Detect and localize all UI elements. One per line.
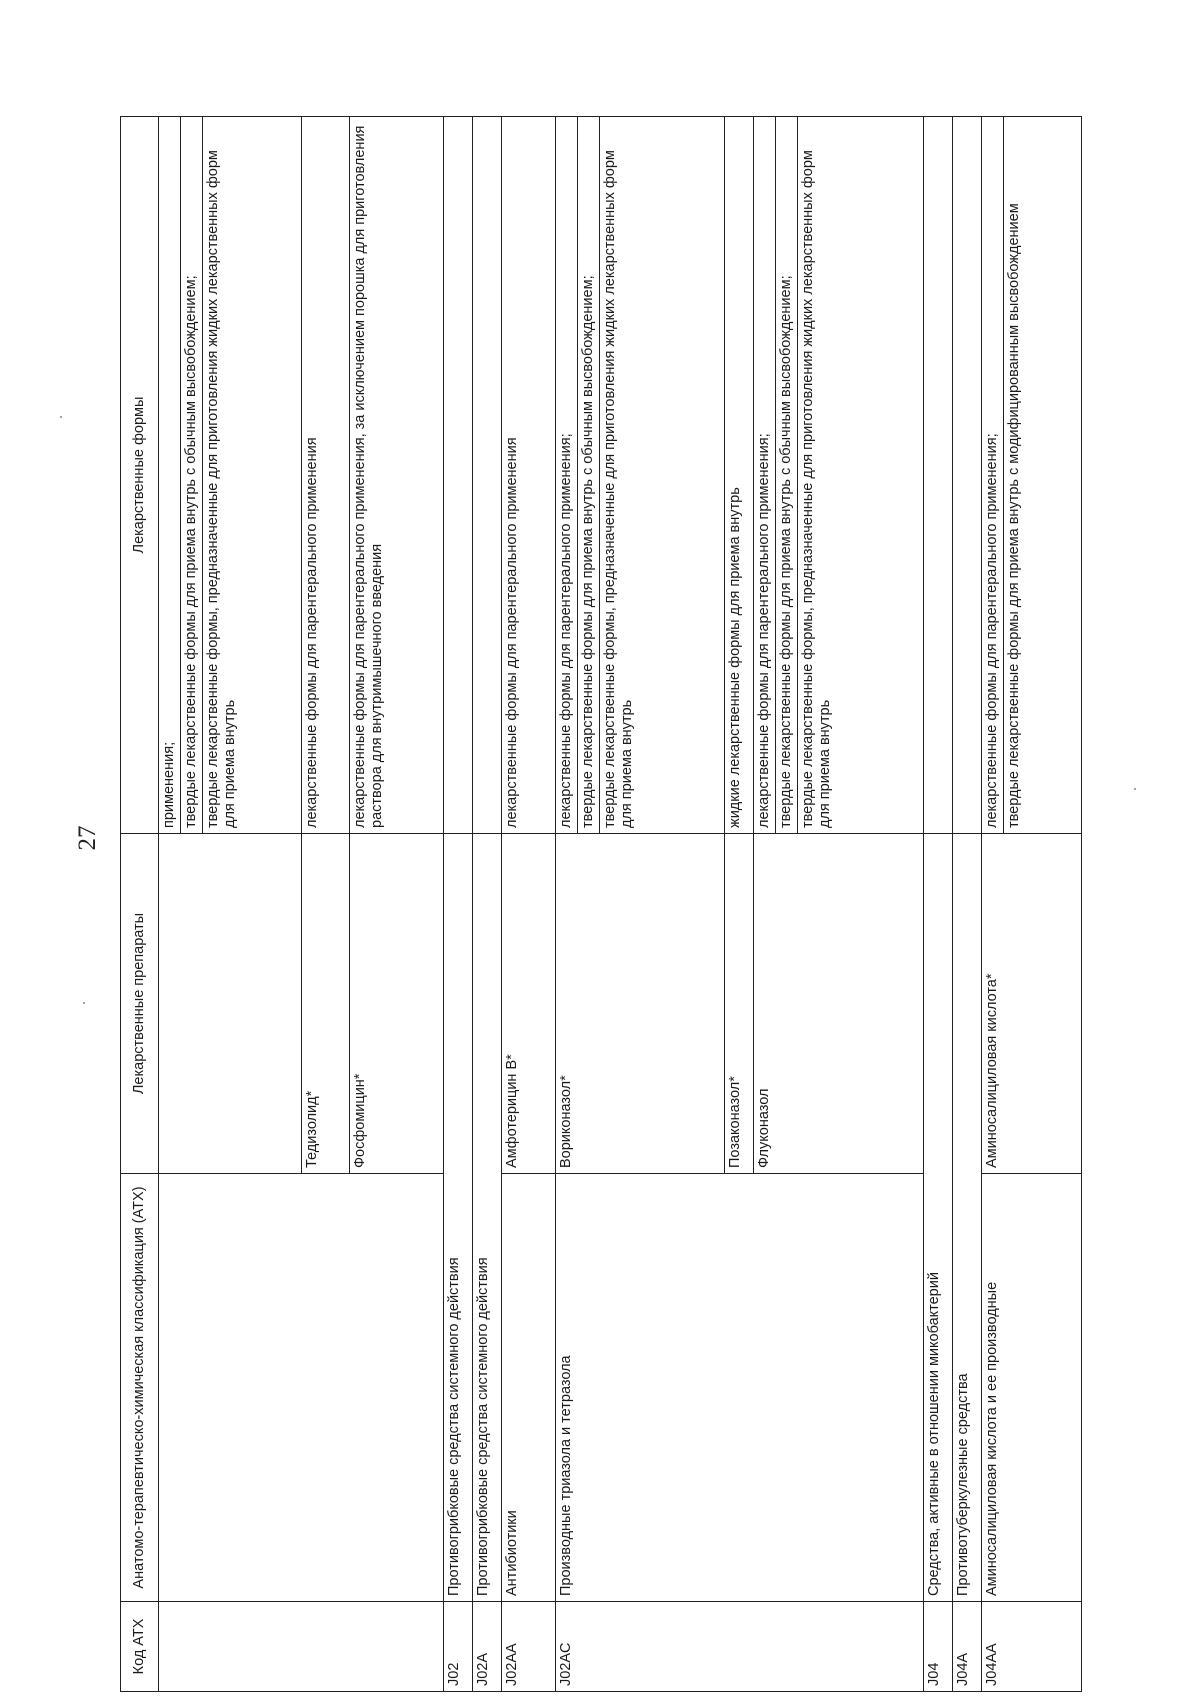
forms-cell bbox=[923, 117, 952, 834]
drug-table-rotated bbox=[120, 117, 1082, 1692]
drug-cell: Амфотерицин В* bbox=[502, 834, 556, 1174]
atc-cell: Аминосалициловая кислота и ее производные bbox=[981, 1174, 1081, 1602]
scan-speck bbox=[83, 1002, 85, 1004]
atc-cell: Противогрибковые средства системного действия bbox=[473, 834, 502, 1602]
code-cell bbox=[159, 1602, 444, 1692]
form-item: твердые лекарственные формы, предназначенные для приготовления жидких лекарственных форм для приема внутрь bbox=[202, 117, 241, 833]
drug-cell bbox=[159, 834, 302, 1174]
scan-speck bbox=[60, 416, 62, 418]
forms-cell bbox=[555, 117, 724, 834]
form-item: твердые лекарственные формы для приема внутрь с модифицированным высвобождением bbox=[1003, 117, 1025, 833]
atc-cell: Противотуберкулезные средства bbox=[952, 834, 981, 1602]
code-cell: J04AA bbox=[981, 1602, 1081, 1692]
forms-cell bbox=[754, 117, 923, 834]
scan-speck bbox=[1134, 788, 1136, 790]
forms-cell bbox=[159, 117, 302, 834]
atc-cell bbox=[159, 1174, 444, 1602]
table-row bbox=[159, 117, 302, 1692]
table-row bbox=[952, 117, 981, 1692]
drug-cell: Вориконазол* bbox=[555, 834, 724, 1174]
forms-cell bbox=[502, 117, 556, 834]
code-cell: J04A bbox=[952, 1602, 981, 1692]
atc-cell: Производные триазола и тетразола bbox=[555, 1174, 923, 1602]
code-cell: J02 bbox=[444, 1602, 473, 1692]
atc-cell: Противогрибковые средства системного действия bbox=[444, 834, 473, 1602]
drug-cell: Позаконазол* bbox=[725, 834, 754, 1174]
code-cell: J02AA bbox=[502, 1602, 556, 1692]
form-item: лекарственные формы для парентерального применения bbox=[504, 437, 521, 828]
form-item: твердые лекарственные формы для приема внутрь с обычным высвобождением; bbox=[180, 117, 202, 833]
atc-cell: Средства, активные в отношении микобактерий bbox=[923, 834, 952, 1602]
table-row bbox=[444, 117, 473, 1692]
drug-cell: Флуконазол bbox=[754, 834, 923, 1174]
form-item: твердые лекарственные формы для приема внутрь с обычным высвобождением; bbox=[577, 117, 599, 833]
forms-cell bbox=[725, 117, 754, 834]
form-item: лекарственные формы для парентерального применения bbox=[303, 437, 320, 828]
code-cell: J02A bbox=[473, 1602, 502, 1692]
form-item: лекарственные формы для парентерального применения; bbox=[983, 433, 1000, 828]
forms-cell bbox=[981, 117, 1081, 834]
table-row bbox=[981, 117, 1081, 1692]
form-item: лекарственные формы для парентерального применения; bbox=[557, 433, 574, 828]
forms-cell bbox=[444, 117, 473, 834]
drug-cell: Аминосалициловая кислота* bbox=[981, 834, 1081, 1174]
page-number: 27 bbox=[74, 825, 101, 851]
forms-cell bbox=[301, 117, 349, 834]
table-body bbox=[159, 117, 1082, 1692]
drug-cell: Фосфомицин* bbox=[349, 834, 444, 1174]
table-row bbox=[473, 117, 502, 1692]
form-item: применения; bbox=[161, 741, 177, 828]
drug-cell: Тедизолид* bbox=[301, 834, 349, 1174]
table-row bbox=[923, 117, 952, 1692]
header-forms: Лекарственные формы bbox=[121, 117, 159, 834]
forms-cell bbox=[473, 117, 502, 834]
table-row bbox=[502, 117, 556, 1692]
form-item: лекарственные формы для парентерального применения, за исключением порошка для приготовления раствора для внутримышечного введения bbox=[351, 125, 385, 828]
atc-cell: Антибиотики bbox=[502, 1174, 556, 1602]
form-item: твердые лекарственные формы, предназначенные для приготовления жидких лекарственных форм для приема внутрь bbox=[797, 117, 836, 833]
drug-table bbox=[120, 116, 1082, 1692]
header-atc: Анатомо-терапевтическо-химическая классификация (АТХ) bbox=[121, 1174, 159, 1602]
forms-cell bbox=[952, 117, 981, 834]
code-cell: J02AC bbox=[555, 1602, 923, 1692]
header-code: Код АТХ bbox=[121, 1602, 159, 1692]
form-item: жидкие лекарственные формы для приема внутрь bbox=[727, 487, 744, 828]
header-drugs: Лекарственные препараты bbox=[121, 834, 159, 1174]
forms-cell bbox=[349, 117, 444, 834]
code-cell: J04 bbox=[923, 1602, 952, 1692]
table-header-row bbox=[121, 117, 159, 1692]
form-item: лекарственные формы для парентерального применения; bbox=[756, 433, 773, 828]
form-item: твердые лекарственные формы для приема внутрь с обычным высвобождением; bbox=[775, 117, 797, 833]
table-row bbox=[555, 117, 724, 1692]
form-item: твердые лекарственные формы, предназначенные для приготовления жидких лекарственных форм для приема внутрь bbox=[599, 117, 638, 833]
